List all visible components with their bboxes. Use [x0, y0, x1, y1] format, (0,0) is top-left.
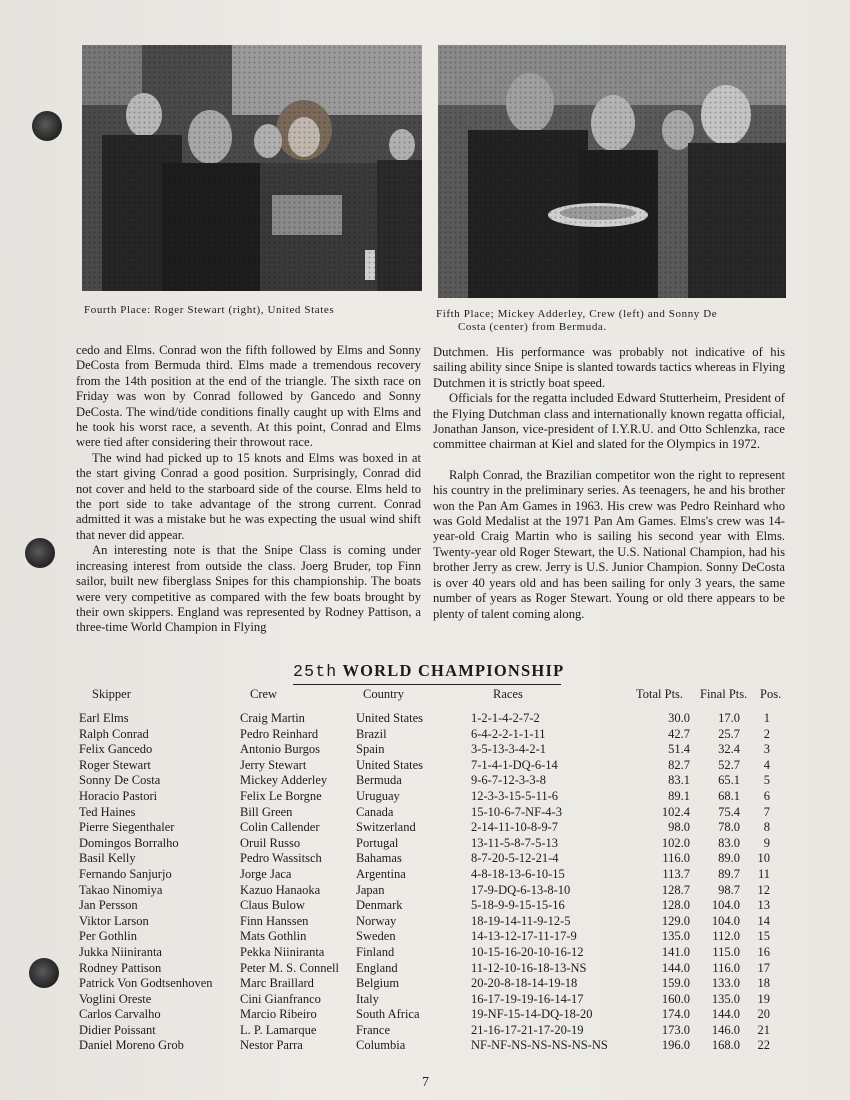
crew-cell: Mickey Adderley	[240, 773, 328, 788]
crew-cell: Craig Martin	[240, 711, 305, 725]
final-points-cell: 32.4	[718, 742, 740, 757]
final-points-cell: 146.0	[711, 1022, 740, 1037]
final-points-cell: 68.1	[718, 788, 740, 803]
races-cell: 18-19-14-11-9-12-5	[471, 913, 571, 928]
final-points-cell: 89.7	[718, 866, 740, 881]
crew-cell: Nestor Parra	[240, 1038, 303, 1053]
crew-cell: Pedro Wassitsch	[240, 851, 322, 866]
position-cell: 16	[757, 944, 770, 959]
paragraph: Officials for the regatta included Edward Stutterheim, President of the Flying Dutchman class and internationally known regatta official, Jonathan Janson, vice-president of I.Y.R.U. and Otto Schlenzka, race committee chairman at Kiel and slated for the Olympics in 1972.	[433, 391, 785, 452]
total-points-cell: 89.1	[668, 788, 690, 803]
races-cell: 16-17-19-19-16-14-17	[471, 991, 584, 1006]
races-cell: 20-20-8-18-14-19-18	[471, 976, 578, 991]
header-skipper: Skipper	[92, 687, 131, 701]
skipper-cell: Jukka Niiniranta	[79, 944, 162, 959]
total-points-cell: 160.0	[661, 991, 690, 1006]
position-cell: 21	[757, 1022, 770, 1037]
country-cell: Finland	[356, 944, 395, 959]
final-points-cell: 75.4	[718, 804, 740, 819]
total-points-cell: 51.4	[668, 742, 690, 757]
total-points-cell: 196.0	[661, 1038, 690, 1053]
skipper-cell: Ted Haines	[79, 804, 136, 819]
skipper-cell: Earl Elms	[79, 711, 129, 725]
races-cell: 3-5-13-3-4-2-1	[471, 742, 546, 757]
position-cell: 18	[757, 976, 770, 991]
column-races	[471, 711, 631, 1054]
final-points-cell: 78.0	[718, 820, 740, 835]
total-points-cell: 129.0	[661, 913, 690, 928]
crew-cell: Jerry Stewart	[240, 757, 307, 772]
total-points-cell: 82.7	[668, 757, 690, 772]
crew-cell: Felix Le Borgne	[240, 788, 322, 803]
country-cell: France	[356, 1022, 391, 1037]
country-cell: Sweden	[356, 929, 396, 944]
crew-cell: Pekka Niiniranta	[240, 944, 325, 959]
total-points-cell: 42.7	[668, 726, 690, 741]
country-cell: England	[356, 960, 398, 975]
skipper-cell: Ralph Conrad	[79, 726, 149, 741]
races-cell: 2-14-11-10-8-9-7	[471, 820, 559, 835]
total-points-cell: 174.0	[661, 1007, 690, 1022]
results-title-text: WORLD CHAMPIONSHIP	[337, 661, 565, 680]
crew-cell: Cini Gianfranco	[240, 991, 321, 1006]
crew-cell: Kazuo Hanaoka	[240, 882, 321, 897]
country-cell: Brazil	[356, 726, 387, 741]
column-final-points	[698, 711, 740, 1054]
races-cell: 8-7-20-5-12-21-4	[471, 851, 559, 866]
header-total-points: Total Pts.	[636, 687, 684, 701]
final-points-cell: 25.7	[718, 726, 740, 741]
country-cell: Canada	[356, 804, 394, 819]
position-cell: 17	[757, 960, 770, 975]
final-points-cell: 98.7	[718, 882, 740, 897]
final-points-cell: 65.1	[718, 773, 740, 788]
skipper-cell: Felix Gancedo	[79, 742, 153, 757]
caption-fifth-place-line1: Fifth Place; Mickey Adderley, Crew (left) and Sonny De	[436, 308, 718, 320]
position-cell: 20	[757, 1007, 770, 1022]
races-cell: 7-1-4-1-DQ-6-14	[471, 757, 558, 772]
skipper-cell: Voglini Oreste	[79, 991, 152, 1006]
column-crew	[240, 711, 355, 1054]
column-position	[752, 711, 770, 1054]
caption-fourth-place: Fourth Place: Roger Stewart (right), United States	[84, 304, 335, 316]
position-cell: 6	[763, 788, 770, 803]
country-cell: Argentina	[356, 866, 406, 881]
races-cell: 21-16-17-21-17-20-19	[471, 1022, 584, 1037]
skipper-cell: Horacio Pastori	[79, 788, 158, 803]
crew-cell: Antonio Burgos	[240, 742, 320, 757]
races-cell: 12-3-3-15-5-11-6	[471, 788, 559, 803]
skipper-cell: Sonny De Costa	[79, 773, 161, 788]
skipper-cell: Carlos Carvalho	[79, 1007, 161, 1022]
country-cell: South Africa	[356, 1007, 420, 1022]
crew-cell: Colin Callender	[240, 820, 320, 835]
position-cell: 2	[763, 726, 770, 741]
caption-fifth-place-line2: Costa (center) from Bermuda.	[458, 321, 607, 333]
position-cell: 12	[757, 882, 770, 897]
races-cell: 10-15-16-20-10-16-12	[471, 944, 584, 959]
position-cell: 3	[763, 742, 770, 757]
final-points-cell: 116.0	[712, 960, 740, 975]
skipper-cell: Roger Stewart	[79, 757, 151, 772]
crew-cell: Oruil Russo	[240, 835, 301, 850]
country-cell: Italy	[356, 991, 379, 1006]
skipper-cell: Didier Poissant	[79, 1022, 156, 1037]
crew-cell: Mats Gothlin	[240, 929, 307, 944]
races-cell: 11-12-10-16-18-13-NS	[471, 960, 587, 975]
column-country	[356, 711, 468, 1054]
position-cell: 4	[763, 757, 770, 772]
results-title	[293, 661, 565, 685]
skipper-cell: Pierre Siegenthaler	[79, 820, 175, 835]
column-total-points	[638, 711, 690, 1054]
skipper-cell: Patrick Von Godtsenhoven	[79, 976, 213, 991]
paragraph: The wind had picked up to 15 knots and Elms was boxed in at the start giving Conrad a good position. Surprisingly, Conrad did not cover and held to the starboard side of the course. Elms held to the port side to take advantage of the strong current. Conrad admitted it was a mistake but he was expecting the usual wind shift that never did appear.	[76, 450, 421, 542]
skipper-cell: Domingos Borralho	[79, 835, 179, 850]
races-cell: 4-8-18-13-6-10-15	[471, 866, 565, 881]
crew-cell: Marcio Ribeiro	[240, 1007, 317, 1022]
position-cell: 13	[757, 898, 770, 913]
position-cell: 22	[757, 1038, 770, 1053]
races-cell: 19-NF-15-14-DQ-18-20	[471, 1007, 593, 1022]
crew-cell: Pedro Reinhard	[240, 726, 319, 741]
article-right-column	[433, 345, 785, 622]
races-cell: 1-2-1-4-2-7-2	[471, 711, 540, 725]
country-cell: United States	[356, 711, 424, 725]
punch-hole	[29, 958, 59, 988]
total-points-cell: 141.0	[661, 944, 690, 959]
final-points-cell: 112.0	[712, 929, 740, 944]
final-points-cell: 168.0	[711, 1038, 740, 1053]
skipper-cell: Viktor Larson	[79, 913, 149, 928]
crew-cell: Jorge Jaca	[240, 866, 292, 881]
races-cell: 9-6-7-12-3-3-8	[471, 773, 546, 788]
crew-cell: Marc Braillard	[240, 976, 314, 991]
crew-cell: Peter M. S. Connell	[240, 960, 339, 975]
position-cell: 8	[763, 820, 770, 835]
races-cell: 15-10-6-7-NF-4-3	[471, 804, 562, 819]
final-points-cell: 104.0	[711, 913, 740, 928]
skipper-cell: Rodney Pattison	[79, 960, 162, 975]
position-cell: 5	[763, 773, 770, 788]
paragraph: An interesting note is that the Snipe Class is coming under increasing interest from outside the class. Joerg Bruder, top Finn sailor, built new fiberglass Snipes for this championship. The boats were very competitive as compared with the few boats brought by their own skippers. England was represented by Rodney Pattison, a three-time World Champion in Flying	[76, 543, 421, 635]
total-points-cell: 30.0	[668, 711, 690, 725]
country-cell: Norway	[356, 913, 397, 928]
header-country: Country	[363, 687, 404, 701]
position-cell: 15	[757, 929, 770, 944]
final-points-cell: 83.0	[718, 835, 740, 850]
country-cell: Uruguay	[356, 788, 400, 803]
total-points-cell: 173.0	[661, 1022, 690, 1037]
paragraph: Dutchmen. His performance was probably not indicative of his sailing ability since Snipe is slanted towards tactics whereas in Flying Dutchmen it is strictly boat speed.	[433, 345, 785, 390]
country-cell: Bahamas	[356, 851, 402, 866]
article-left-column	[76, 343, 421, 636]
races-cell: NF-NF-NS-NS-NS-NS-NS	[471, 1038, 608, 1053]
crew-cell: L. P. Lamarque	[240, 1022, 317, 1037]
races-cell: 17-9-DQ-6-13-8-10	[471, 882, 571, 897]
column-skipper	[79, 711, 237, 1054]
crew-cell: Claus Bulow	[240, 898, 305, 913]
final-points-cell: 133.0	[711, 976, 740, 991]
races-cell: 13-11-5-8-7-5-13	[471, 835, 559, 850]
country-cell: Switzerland	[356, 820, 416, 835]
crew-cell: Bill Green	[240, 804, 293, 819]
country-cell: Belgium	[356, 976, 400, 991]
country-cell: Portugal	[356, 835, 399, 850]
position-cell: 9	[763, 835, 770, 850]
country-cell: Bermuda	[356, 773, 402, 788]
header-position: Pos.	[760, 687, 782, 701]
position-cell: 1	[763, 711, 770, 725]
header-races: Races	[493, 687, 523, 701]
total-points-cell: 102.4	[661, 804, 690, 819]
country-cell: Denmark	[356, 898, 403, 913]
position-cell: 14	[757, 913, 770, 928]
races-cell: 5-18-9-9-15-15-16	[471, 898, 565, 913]
photo-fourth-place	[82, 45, 422, 291]
final-points-cell: 144.0	[711, 1007, 740, 1022]
position-cell: 7	[763, 804, 770, 819]
country-cell: United States	[356, 757, 424, 772]
final-points-cell: 115.0	[712, 944, 740, 959]
skipper-cell: Per Gothlin	[79, 929, 137, 944]
skipper-cell: Takao Ninomiya	[79, 882, 163, 897]
paragraph: cedo and Elms. Conrad won the fifth followed by Elms and Sonny DeCosta from Bermuda third. Elms made a tremendous recovery from the 14th position at the end of the triangle. The sixth race on Friday was won by Conrad followed by Gancedo and Sonny DeCosta. The wind/tide conditions finally caught up with Elms and he took his worst race, a seventh. At this point, Conrad and Elms were tied after considering their throwout race.	[76, 343, 421, 450]
total-points-cell: 159.0	[661, 976, 690, 991]
total-points-cell: 128.7	[661, 882, 690, 897]
punch-hole	[25, 538, 55, 568]
paragraph: Ralph Conrad, the Brazilian competitor won the right to represent his country in the preliminary series. As teenagers, he and his brother won the Pan Am Games in 1963. His crew was Pedro Reinhard who was Gold Medalist at the 1971 Pan Am Games. Elms's crew was 14-year-old Craig Martin who is sailing his second year with Elms. Twenty-year old Roger Stewart, the U.S. National Champion, had his brother Jerry as crew. Jerry is U.S. Junior Champion. Sonny DeCosta is over 40 years old and has been sailing for only 3 years, the same number of years as Roger Stewart. Young or old there appears to be plenty of talent coming along.	[433, 467, 785, 621]
final-points-cell: 52.7	[718, 757, 740, 772]
total-points-cell: 98.0	[668, 820, 690, 835]
skipper-cell: Jan Persson	[79, 898, 138, 913]
final-points-cell: 17.0	[718, 711, 740, 725]
total-points-cell: 116.0	[662, 851, 690, 866]
skipper-cell: Basil Kelly	[79, 851, 136, 866]
punch-hole	[32, 111, 62, 141]
header-crew: Crew	[250, 687, 278, 701]
results-title-number: 25th	[293, 662, 338, 681]
total-points-cell: 144.0	[661, 960, 690, 975]
total-points-cell: 113.7	[662, 866, 690, 881]
country-cell: Columbia	[356, 1038, 406, 1053]
total-points-cell: 102.0	[661, 835, 690, 850]
skipper-cell: Daniel Moreno Grob	[79, 1038, 184, 1053]
final-points-cell: 104.0	[711, 898, 740, 913]
total-points-cell: 135.0	[661, 929, 690, 944]
position-cell: 10	[757, 851, 770, 866]
final-points-cell: 135.0	[711, 991, 740, 1006]
races-cell: 14-13-12-17-11-17-9	[471, 929, 577, 944]
total-points-cell: 83.1	[668, 773, 690, 788]
skipper-cell: Fernando Sanjurjo	[79, 866, 172, 881]
photo-fifth-place	[438, 45, 786, 298]
position-cell: 11	[757, 866, 770, 881]
final-points-cell: 89.0	[718, 851, 740, 866]
country-cell: Spain	[356, 742, 385, 757]
crew-cell: Finn Hanssen	[240, 913, 309, 928]
header-final-points: Final Pts.	[700, 687, 748, 701]
country-cell: Japan	[356, 882, 385, 897]
page-number: 7	[422, 1075, 429, 1090]
position-cell: 19	[757, 991, 770, 1006]
total-points-cell: 128.0	[661, 898, 690, 913]
races-cell: 6-4-2-2-1-1-11	[471, 726, 546, 741]
